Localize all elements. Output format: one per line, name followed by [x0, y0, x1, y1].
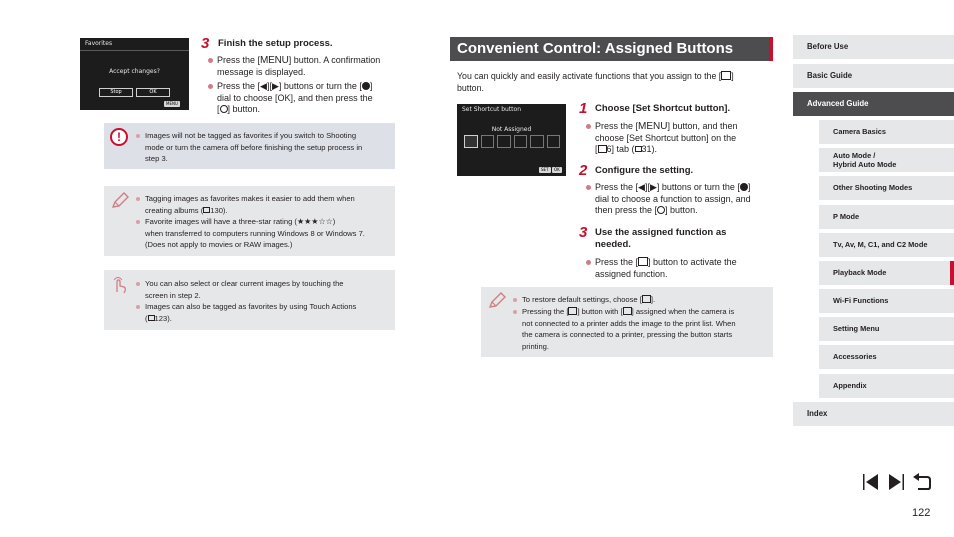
shortcut-button-icon: [638, 257, 648, 266]
camera-ok-button: OK: [136, 88, 170, 97]
note-line: when transferred to computers running Windows 8 or Windows 7.: [145, 228, 365, 238]
instruction-text: Press the [: [595, 257, 639, 267]
camera-screen-title: Set Shortcut button: [462, 106, 522, 113]
bullet-dot: [586, 260, 591, 265]
sidebar-item-p-mode[interactable]: P Mode: [819, 205, 954, 229]
camera-screen-divider: [80, 50, 189, 51]
instruction-text: ] button.: [227, 104, 261, 115]
dial-icon: [362, 82, 370, 90]
caution-text: [145, 130, 393, 165]
bullet-dot: [208, 58, 213, 63]
function-icon-row: [464, 135, 560, 148]
instruction-text: ] button.: [665, 205, 698, 216]
func-set-icon: [657, 206, 665, 214]
note-text: [145, 216, 393, 251]
step-title: Configure the setting.: [595, 165, 694, 176]
instruction-text: ]: [369, 81, 373, 91]
step-title-text: needed.: [595, 239, 631, 250]
function-option-icon: [481, 135, 495, 148]
menu-key-label: MENU: [638, 121, 668, 132]
function-option-icon: [497, 135, 511, 148]
bullet-dot: [208, 84, 213, 89]
dial-icon: [740, 183, 748, 191]
note-line: printing.: [522, 341, 550, 351]
instruction-text: Press the [: [595, 121, 639, 131]
function-option-icon: [464, 135, 478, 148]
function-option-icon: [530, 135, 544, 148]
return-icon[interactable]: [912, 472, 932, 492]
note-text: [522, 306, 770, 352]
sidebar-item-camera-basics[interactable]: Camera Basics: [819, 120, 954, 144]
note-line: ] assigned when the camera is: [631, 307, 735, 316]
note-text: [522, 294, 770, 306]
sidebar-item-accessories[interactable]: Accessories: [819, 345, 954, 369]
sidebar-item-appendix[interactable]: Appendix: [819, 374, 954, 398]
note-line: 130).: [210, 205, 228, 215]
caution-line: mode or turn the camera off before finishing the setup process in: [145, 142, 363, 152]
instruction-text: Press the [◀][▶] buttons or turn the [: [595, 182, 740, 192]
sidebar-item-label: Hybrid Auto Mode: [833, 160, 897, 169]
sidebar-item-auto-mode[interactable]: [819, 148, 954, 172]
instruction-text: [: [217, 104, 220, 115]
book-icon: [635, 146, 642, 152]
sidebar-item-advanced-guide[interactable]: Advanced Guide: [793, 92, 954, 116]
menu-key-label: MENU: [260, 55, 289, 66]
sidebar-item-tv-av[interactable]: Tv, Av, M, C1, and C2 Mode: [819, 233, 954, 257]
sidebar-item-label: Auto Mode /: [833, 151, 876, 160]
instruction-text: assigned function.: [595, 268, 668, 279]
bullet-dot: [136, 134, 140, 138]
sidebar-item-playback[interactable]: Playback Mode: [819, 261, 954, 285]
func-set-icon: [220, 105, 228, 113]
instruction-text: dial to choose [OK], and then press the: [217, 92, 373, 103]
bullet-dot: [136, 197, 140, 201]
step-number: 2: [579, 162, 588, 179]
instruction-text: ] button to activate the: [648, 257, 737, 267]
note-line: Images can also be tagged as favorites by using Touch Actions: [145, 302, 357, 311]
instruction-text: 6] tab (: [606, 144, 635, 155]
note-line: not connected to a printer adds the image to the print list. When: [522, 318, 736, 328]
playback-tab-icon: [598, 145, 607, 153]
step-title-text: Use the assigned function as: [595, 227, 727, 238]
note-line: (Does not apply to movies or RAW images.): [145, 240, 293, 250]
sidebar-item-index[interactable]: Index: [793, 402, 954, 426]
next-page-icon[interactable]: [887, 472, 905, 492]
step-number: 3: [579, 224, 588, 241]
sidebar-item-before-use[interactable]: Before Use: [793, 35, 954, 59]
caution-icon: !: [110, 128, 128, 146]
sidebar-item-basic-guide[interactable]: Basic Guide: [793, 64, 954, 88]
instruction-text: ] button, and then: [667, 121, 738, 131]
intro-text: You can quickly and easily activate functions that you assign to the [: [457, 71, 722, 81]
touch-finger-icon: [109, 274, 131, 296]
intro-text: button.: [457, 83, 484, 93]
instruction-text: ]: [747, 182, 751, 192]
note-line: (: [145, 313, 148, 323]
instruction-text: 31).: [641, 144, 658, 155]
instruction-text: ] button. A confirmation: [288, 55, 381, 65]
touch-note-text: [145, 278, 393, 301]
note-line: Pressing the [: [522, 307, 569, 316]
camera-screen-title: Favorites: [85, 40, 113, 47]
note-line: ] button with [: [577, 307, 623, 316]
instruction-text: dial to choose a function to assign, and: [595, 193, 751, 204]
note-line: creating albums (: [145, 205, 204, 215]
bullet-dot: [136, 220, 140, 224]
instruction-text: then press the [: [595, 205, 658, 216]
camera-stop-button: Stop: [99, 88, 133, 97]
step-title: Finish the setup process.: [218, 38, 333, 49]
caution-line: Images will not be tagged as favorites if you switch to Shooting: [145, 131, 357, 140]
sidebar-item-setting-menu[interactable]: Setting Menu: [819, 317, 954, 341]
previous-page-icon[interactable]: [862, 472, 880, 492]
camera-prompt: Accept changes?: [109, 68, 160, 75]
pencil-icon: [486, 290, 508, 312]
section-title: Convenient Control: Assigned Buttons: [450, 37, 773, 61]
note-line: ].: [650, 295, 656, 304]
step-instruction: [217, 55, 397, 78]
camera-current-setting: Not Assigned: [491, 126, 532, 133]
sidebar-item-other-shooting[interactable]: Other Shooting Modes: [819, 176, 954, 200]
book-icon: [148, 315, 155, 321]
step-title: Choose [Set Shortcut button].: [595, 103, 731, 114]
touch-note-text: [145, 301, 393, 324]
favorites-camera-screen: [80, 38, 189, 110]
bullet-dot: [586, 185, 591, 190]
bullet-dot: [586, 124, 591, 129]
step-number: 3: [201, 35, 210, 52]
print-icon: [623, 307, 632, 315]
note-line: You can also select or clear current images by touching the: [145, 279, 344, 288]
camera-menu-tag: MENU: [166, 101, 178, 106]
step-instruction: [595, 257, 770, 280]
note-line: the camera is connected to a printer, pressing the button starts: [522, 330, 733, 340]
note-line: ): [332, 217, 336, 226]
shortcut-button-icon: [642, 295, 651, 303]
function-option-icon: [547, 135, 561, 148]
star-rating: ★★★☆☆: [296, 217, 333, 226]
pencil-icon: [109, 190, 131, 212]
note-line: Tagging images as favorites makes it easier to add them when: [145, 194, 355, 203]
bullet-dot: [513, 310, 517, 314]
instruction-text: message is displayed.: [217, 66, 306, 77]
camera-ok-tag: OK: [554, 167, 560, 172]
step-instruction: [217, 81, 397, 116]
note-line: To restore default settings, choose [: [522, 295, 642, 304]
shortcut-button-icon: [721, 71, 734, 81]
shortcut-camera-screen: [457, 104, 566, 176]
step-instruction: [595, 121, 770, 156]
bullet-dot: [513, 298, 517, 302]
instruction-text: Press the [◀][▶] buttons or turn the [: [217, 81, 362, 91]
function-option-icon: [514, 135, 528, 148]
instruction-text: Press the [: [217, 55, 261, 65]
intro-paragraph: [457, 70, 767, 94]
note-line: 123).: [154, 313, 172, 323]
bullet-dot: [136, 305, 140, 309]
note-line: Favorite images will have a three-star rating (: [145, 217, 297, 226]
sidebar-item-wifi[interactable]: Wi-Fi Functions: [819, 289, 954, 313]
note-line: screen in step 2.: [145, 290, 201, 300]
camera-set-tag: SET: [541, 167, 549, 172]
caution-line: step 3.: [145, 154, 168, 164]
bullet-dot: [136, 282, 140, 286]
note-text: [145, 193, 393, 216]
step-number: 1: [579, 100, 588, 117]
instruction-text: choose [Set Shortcut button] on the: [595, 132, 737, 143]
step-title: [595, 227, 726, 251]
intro-text: ]: [731, 71, 734, 81]
instruction-text: [: [595, 144, 598, 155]
step-instruction: [595, 182, 770, 217]
page-number: 122: [912, 507, 931, 519]
